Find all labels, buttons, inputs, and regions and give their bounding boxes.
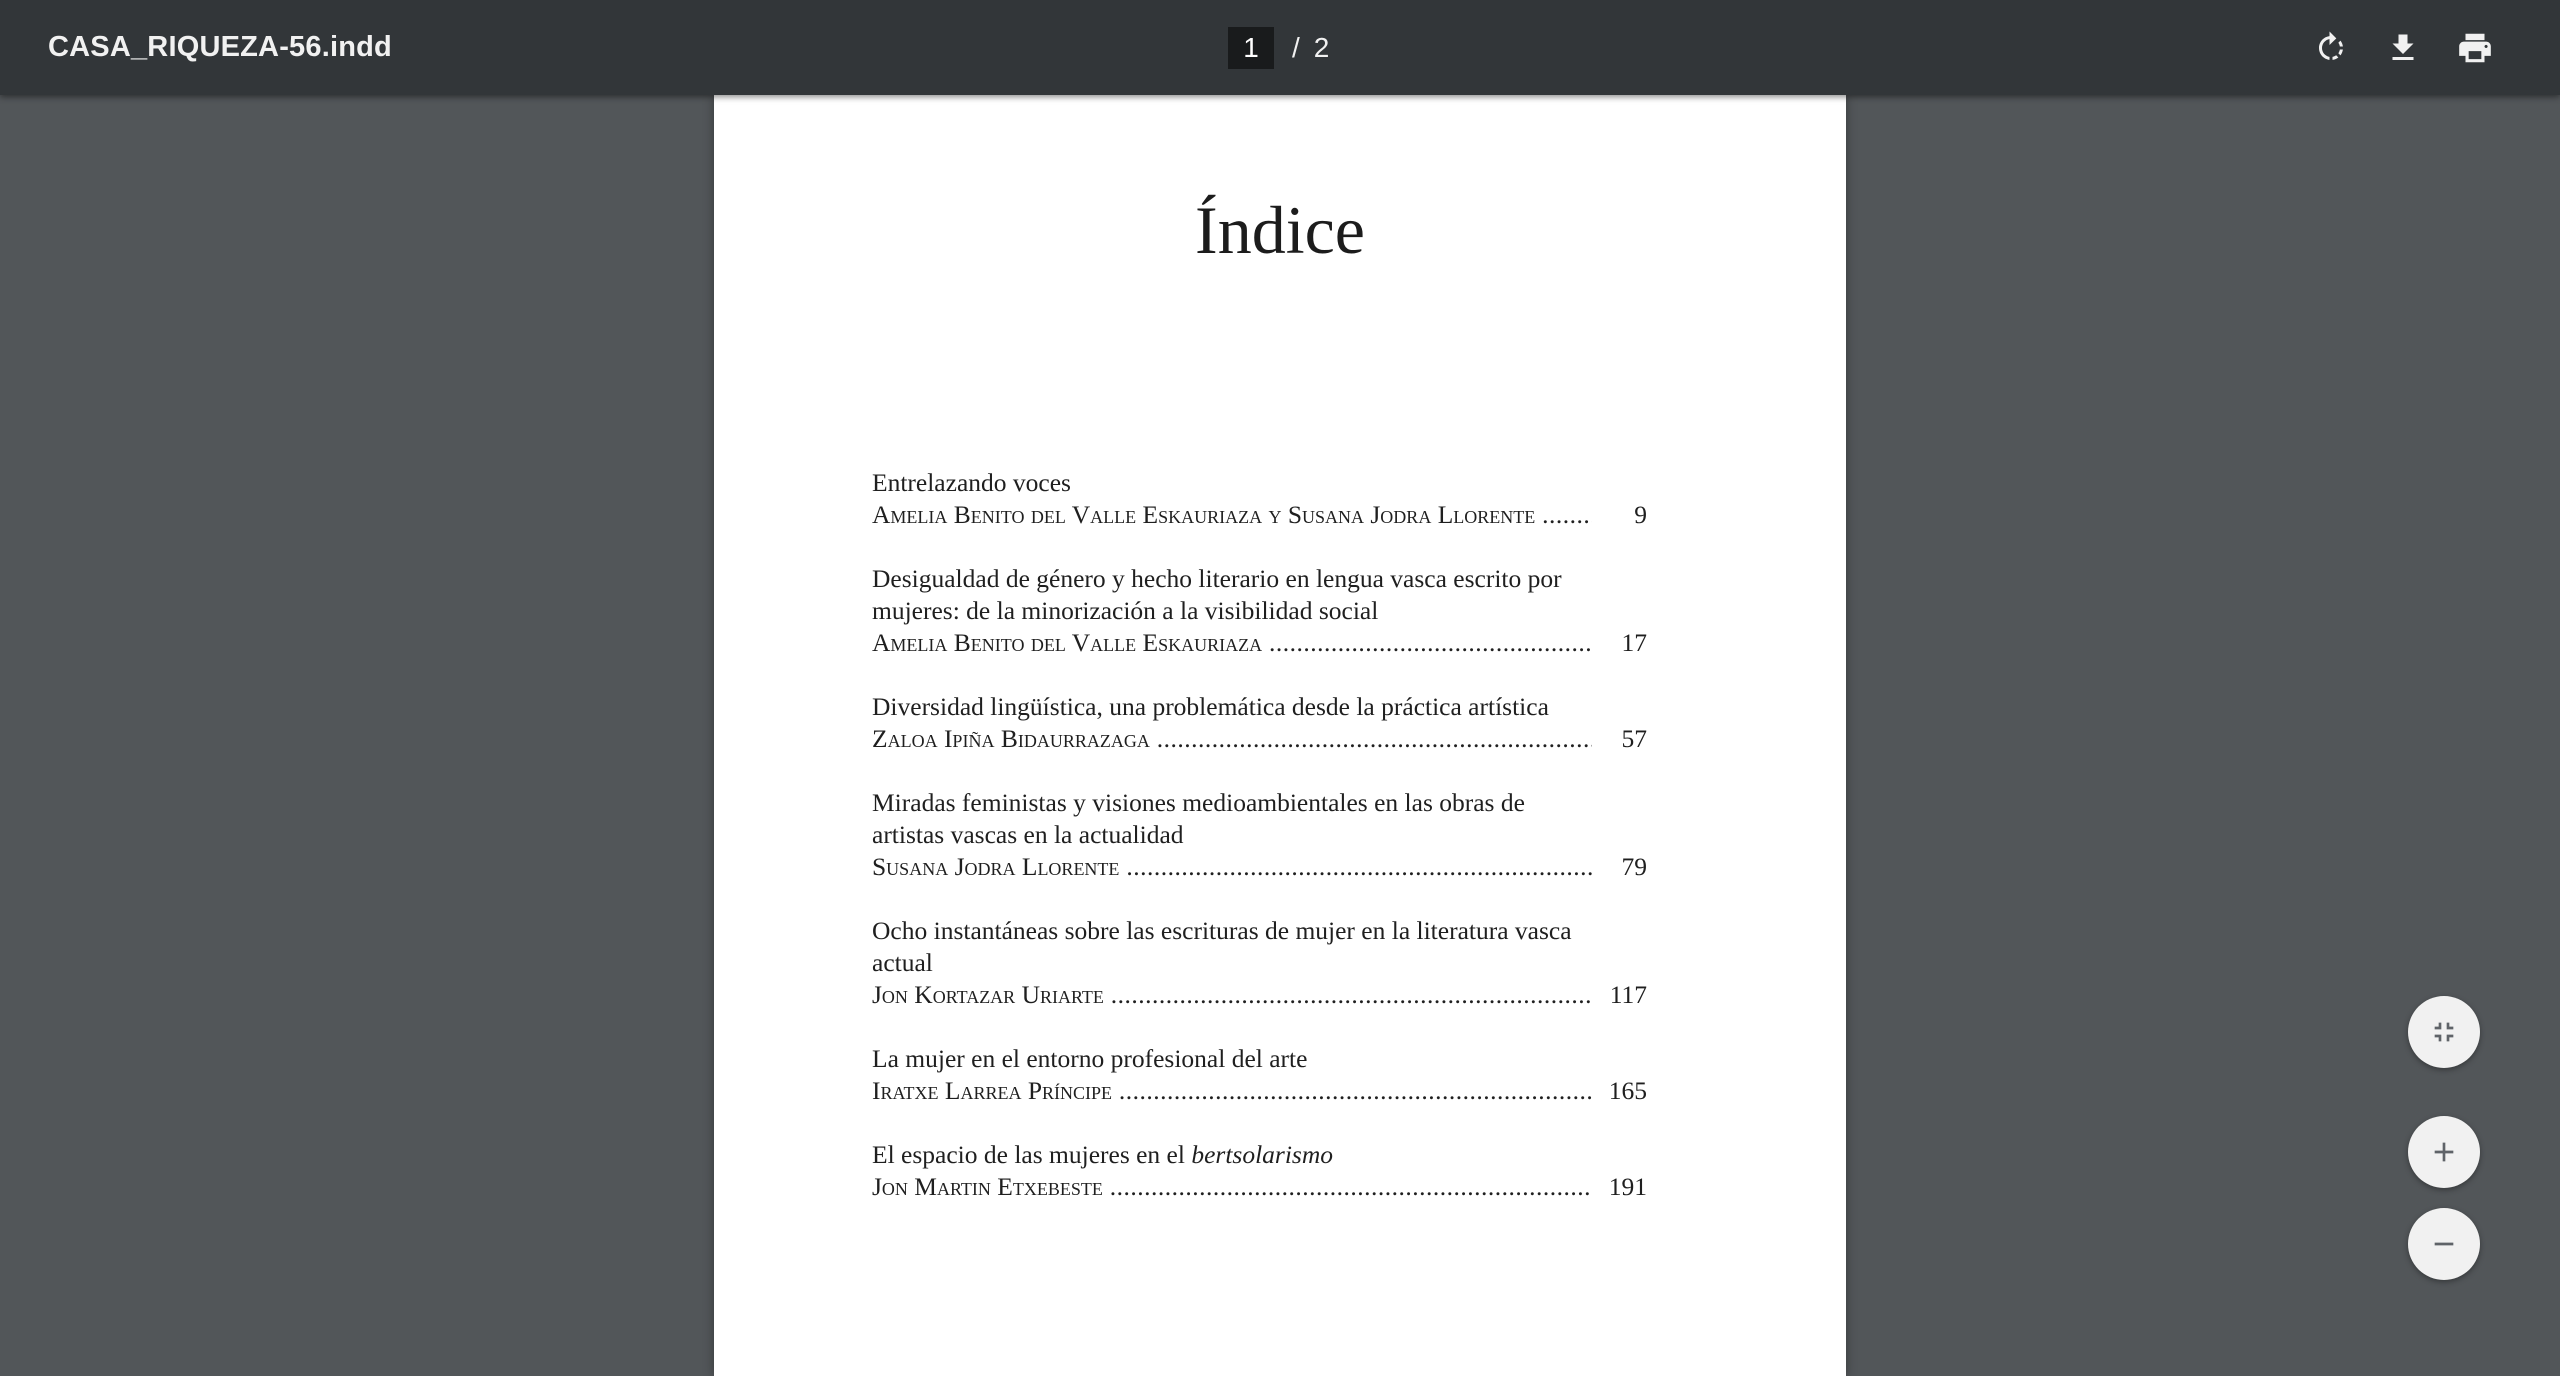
page-indicator [1228,27,1329,69]
toc-entry-author: Iratxe Larrea Príncipe ..... [872,1075,1592,1107]
toc-entry-author: Amelia Benito del Valle Eskauriaza y Susana Jodra Llorente ..... [872,499,1592,531]
download-button[interactable] [2378,23,2428,73]
toc-entry [872,787,1647,883]
toc-entry-author: Jon Kortazar Uriarte ..... [872,979,1592,1011]
current-page-input[interactable]: 1 [1228,27,1274,69]
pdf-page [714,95,1846,1376]
rotate-button[interactable] [2306,23,2356,73]
toc-entry-page: 57 [1621,724,1647,753]
zoom-in-button[interactable] [2408,1116,2480,1188]
page-separator: / [1292,32,1300,63]
toc-entry [872,1139,1647,1203]
toc-entry-page: 9 [1634,500,1647,529]
fit-page-icon [2428,1016,2460,1048]
toc-entry-author: Susana Jodra Llorente ..... [872,851,1592,883]
toc-entry [872,691,1647,755]
print-button[interactable] [2450,23,2500,73]
rotate-icon [2313,30,2349,66]
toc-entry-title: Entrelazando voces [872,468,1071,497]
table-of-contents [872,467,1647,1235]
total-pages: 2 [1313,32,1330,63]
download-icon [2385,30,2421,66]
toc-entry-page: 165 [1608,1076,1647,1105]
toc-entry-title: La mujer en el entorno profesional del arte [872,1044,1308,1073]
toc-entry-title: Diversidad lingüística, una problemática desde la práctica artística [872,692,1549,721]
toc-entry [872,563,1647,659]
zoom-out-icon [2428,1228,2460,1260]
toc-entry-page: 117 [1609,980,1647,1009]
toc-entry-author: Zaloa Ipiña Bidaurrazaga ..... [872,723,1592,755]
index-heading: Índice [1195,192,1365,268]
pdf-toolbar [0,0,2560,95]
toc-entry-title-italic: bertsolarismo [1191,1140,1334,1169]
zoom-in-icon [2428,1136,2460,1168]
toc-entry-title: Miradas feministas y visiones medioambientales en las obras de artistas vascas en la actualidad [872,788,1525,849]
toc-entry [872,915,1647,1011]
toc-entry-page: 17 [1621,628,1647,657]
zoom-out-button[interactable] [2408,1208,2480,1280]
toc-entry [872,467,1647,531]
toc-entry-author: Jon Martin Etxebeste ..... [872,1171,1592,1203]
print-icon [2456,29,2494,67]
toc-entry-title: El espacio de las mujeres en el bertsolarismo [872,1140,1334,1169]
toc-entry-page: 191 [1608,1172,1647,1201]
toc-entry-author: Amelia Benito del Valle Eskauriaza ..... [872,627,1592,659]
fit-page-button[interactable] [2408,996,2480,1068]
toc-entry [872,1043,1647,1107]
toc-entry-title: Desigualdad de género y hecho literario en lengua vasca escrito por mujeres: de la minorización a la visibilidad social [872,564,1562,625]
toc-entry-title: Ocho instantáneas sobre las escrituras de mujer en la literatura vasca actual [872,916,1572,977]
toc-entry-page: 79 [1621,852,1647,881]
document-filename: CASA_RIQUEZA-56.indd [48,31,392,63]
